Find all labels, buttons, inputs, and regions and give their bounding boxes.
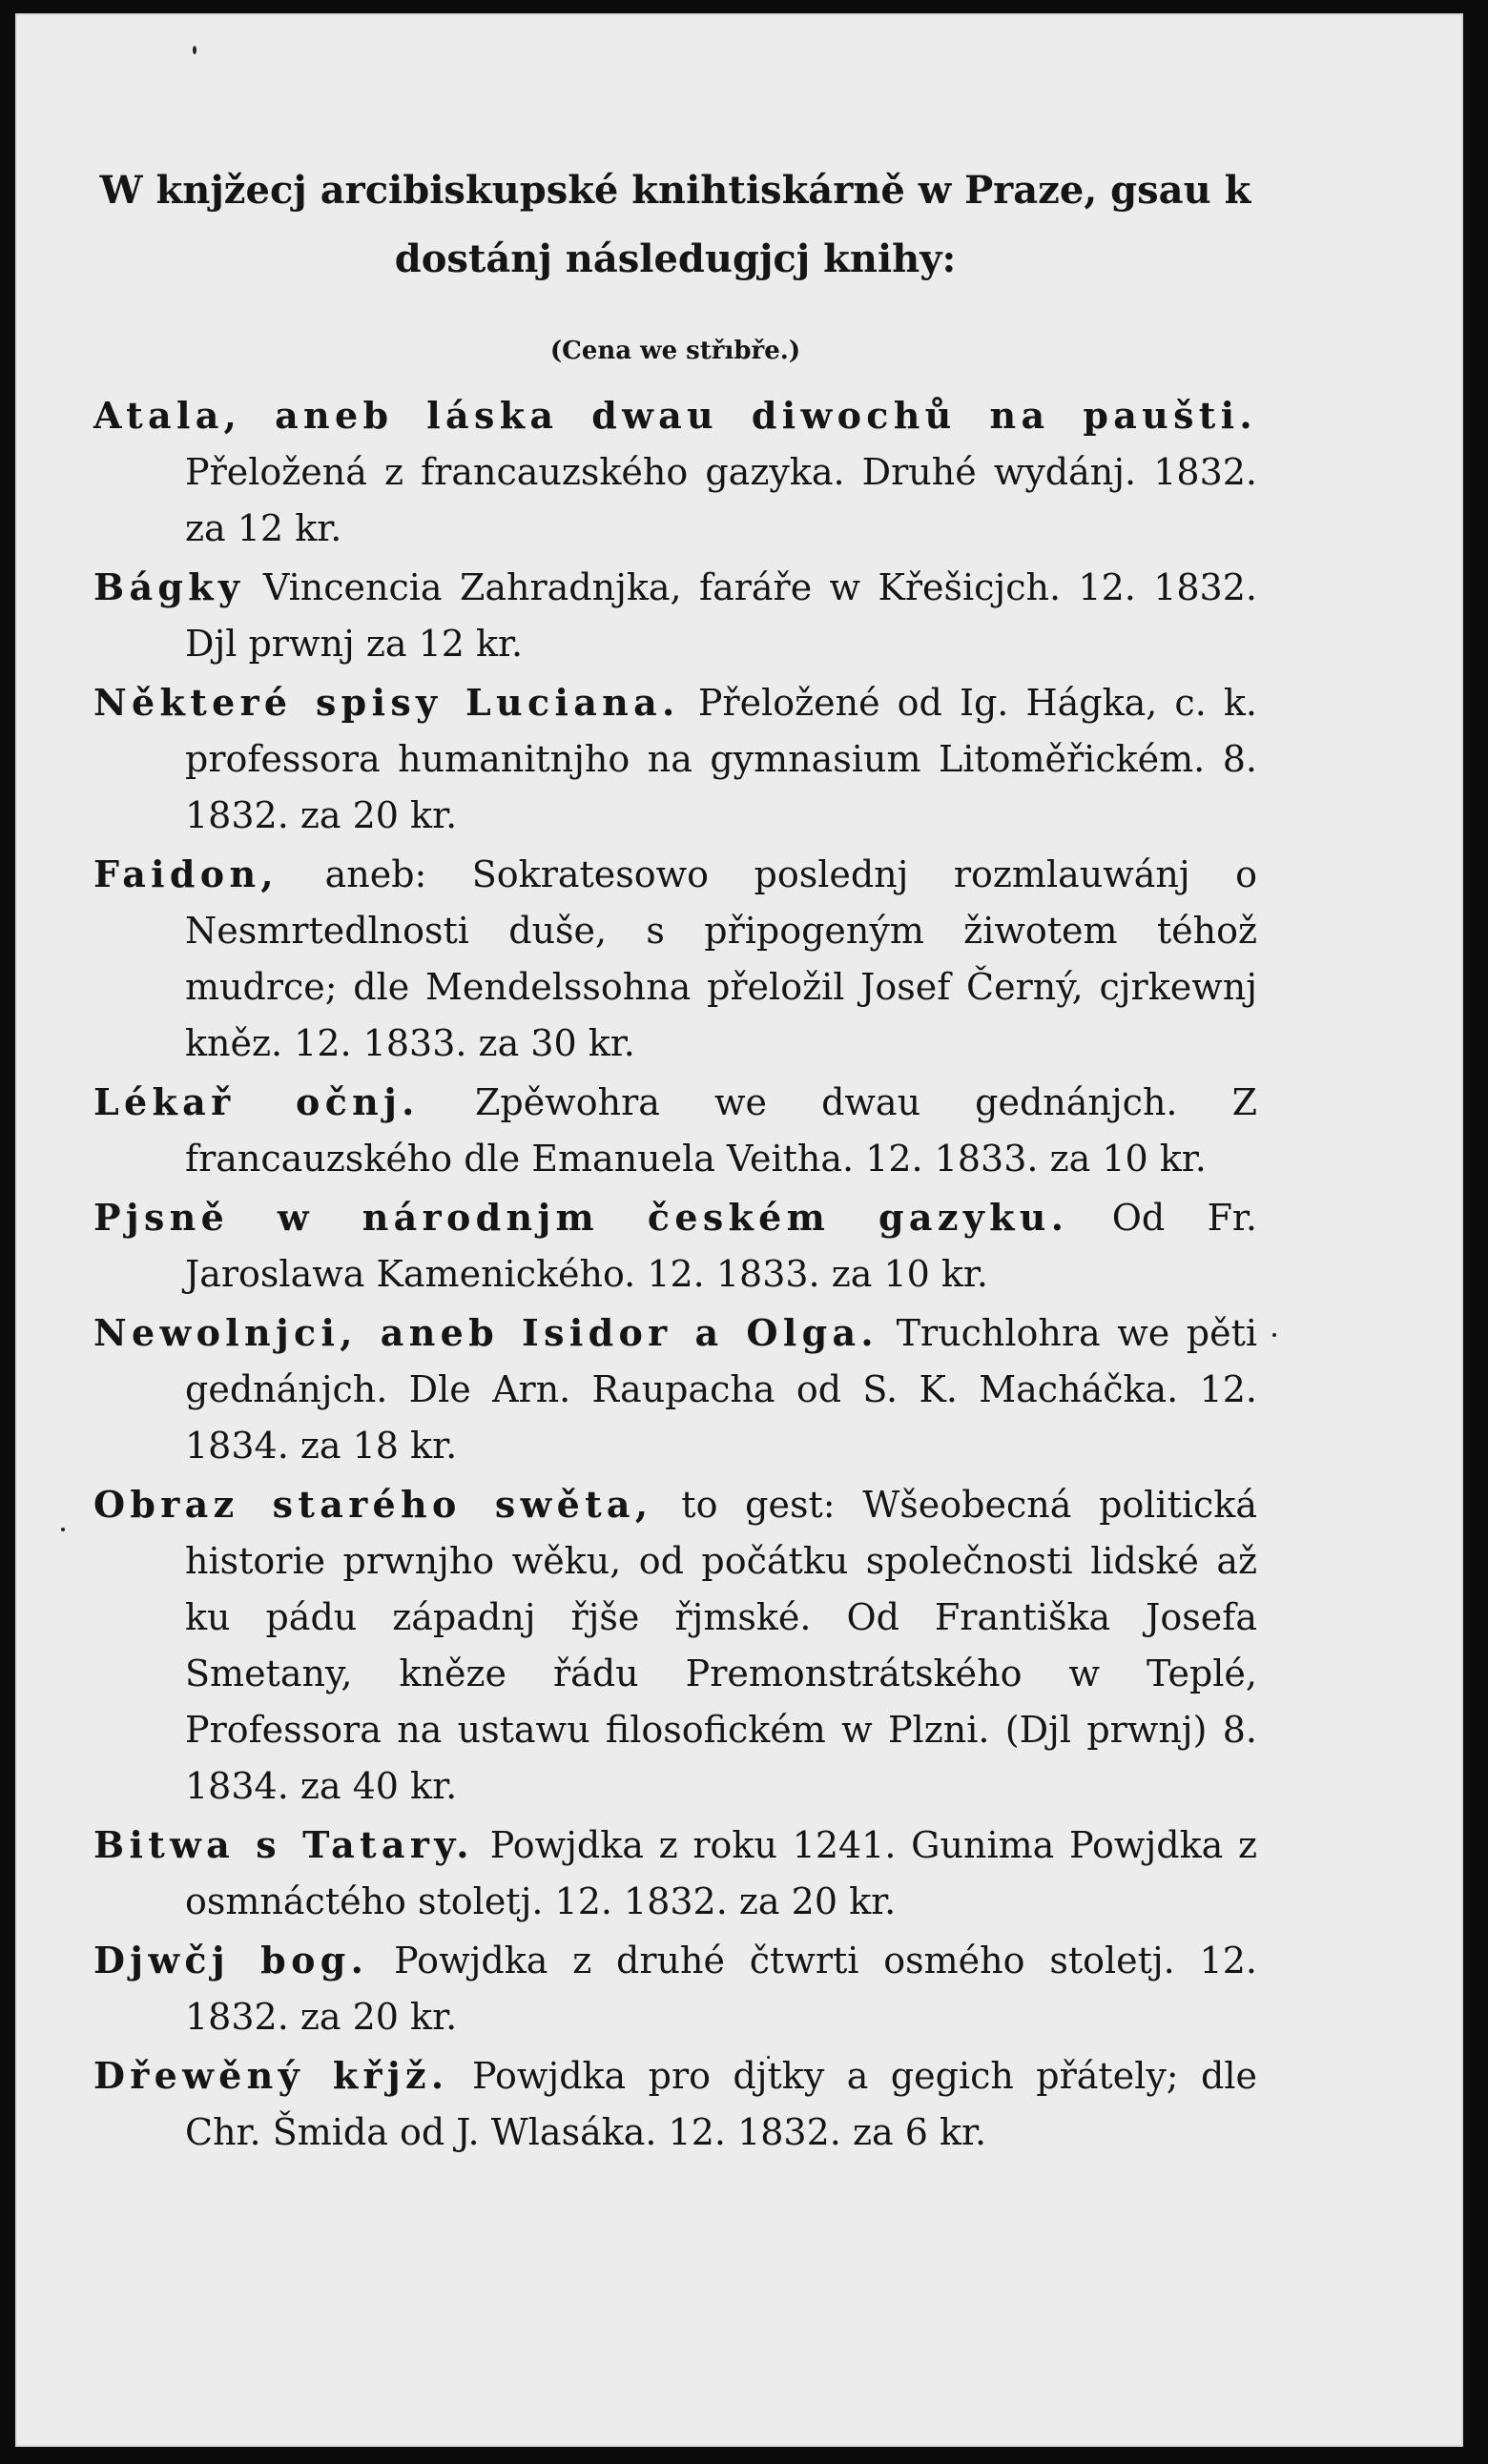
book-entry	[93, 846, 1257, 1072]
book-title: Dřewěný křjž.	[93, 2054, 449, 2097]
book-entry	[93, 674, 1257, 844]
book-entry	[93, 1932, 1257, 2045]
book-title: Faidon,	[93, 852, 279, 895]
ink-speck	[61, 1528, 65, 1531]
book-entry	[93, 1817, 1257, 1930]
price-note: (Cena we střıbře.)	[549, 337, 801, 365]
book-description: Vincencia Zahradnjka, faráře w Křešicjch. 12. 1832. Djl prwnj za 12 kr.	[185, 566, 1257, 665]
book-description: Powjdka z roku 1241. Gunima Powjdka z osmnáctého stoletj. 12. 1832. za 20 kr.	[185, 1824, 1257, 1922]
ink-speck	[193, 46, 196, 54]
book-title: Lékař očnj.	[93, 1080, 420, 1123]
book-description: Zpěwohra we dwau gednánjch. Z francauzského dle Emanuela Veitha. 12. 1833. za 10 kr.	[185, 1081, 1257, 1180]
book-entry	[93, 1189, 1257, 1303]
book-entry	[93, 2047, 1257, 2161]
book-advertisement	[93, 156, 1257, 2163]
book-entry	[93, 1476, 1257, 1815]
book-title: Pjsně w národnjm českém gazyku.	[93, 1196, 1069, 1239]
book-entry	[93, 559, 1257, 672]
book-title: Djwčj bog.	[93, 1939, 369, 1981]
book-entry	[93, 1074, 1257, 1187]
document-page	[15, 13, 1463, 2447]
book-description: aneb: Sokratesowo poslednj rozmlauwánj o Nesmrtedlnosti duše, s připogeným žiwotem téhož mudrce; dle Mendelssohna přeložil Josef Černý, cjrkewnj kněz. 12. 1833. za 30 kr.	[185, 853, 1257, 1064]
heading-line: dostánj následugjcj knihy:	[394, 236, 957, 281]
book-description: Powjdka pro djtky a gegich přátely; dle Chr. Šmida od J. Wlasáka. 12. 1832. za 6 kr.	[185, 2055, 1258, 2153]
book-entry	[93, 387, 1257, 557]
book-description: Přeložená z francauzského gazyka. Druhé wydánj. 1832. za 12 kr.	[185, 451, 1257, 549]
book-description: Od Fr. Jaroslawa Kamenického. 12. 1833. za 10 kr.	[185, 1197, 1258, 1295]
book-description: to gest: Wšeobecná politická historie prwnjho wěku, od počátku společnosti lidské až ku pádu západnj řjše řjmské. Od Františka Josefa Smetany, kněze řádu Premonstrátského w Teplé, Professora na ustawu filosofickém w Plzni. (Djl prwnj) 8. 1834. za 40 kr.	[185, 1484, 1257, 1807]
heading-line: W knjžecj arcibiskupské knihtiskárně w Praze, gsau k	[99, 168, 1251, 213]
book-title: Bitwa s Tatary.	[93, 1823, 474, 1866]
book-title: Některé spisy Luciana.	[93, 681, 680, 724]
book-entry	[93, 1304, 1257, 1474]
book-title: Atala, aneb láska dwau diwochů na paušti.	[93, 394, 1257, 437]
book-title: Newolnjci, aneb Isidor a Olga.	[93, 1311, 878, 1354]
page-heading	[93, 156, 1257, 294]
scan-border	[1463, 0, 1488, 2464]
book-description: Powjdka z druhé čtwrti osmého stoletj. 12. 1832. za 20 kr.	[185, 1940, 1257, 2038]
ink-speck	[1272, 1333, 1276, 1337]
book-title: Bágky	[93, 565, 245, 608]
book-description: Přeložené od Ig. Hágka, c. k. professora humanitnjho na gymnasium Litoměřickém. 8. 1832. za 20 kr.	[185, 682, 1257, 836]
book-description: Truchlohra we pěti gednánjch. Dle Arn. Raupacha od S. K. Macháčka. 12. 1834. za 18 kr.	[185, 1312, 1257, 1467]
book-title: Obraz starého swěta,	[93, 1483, 653, 1526]
